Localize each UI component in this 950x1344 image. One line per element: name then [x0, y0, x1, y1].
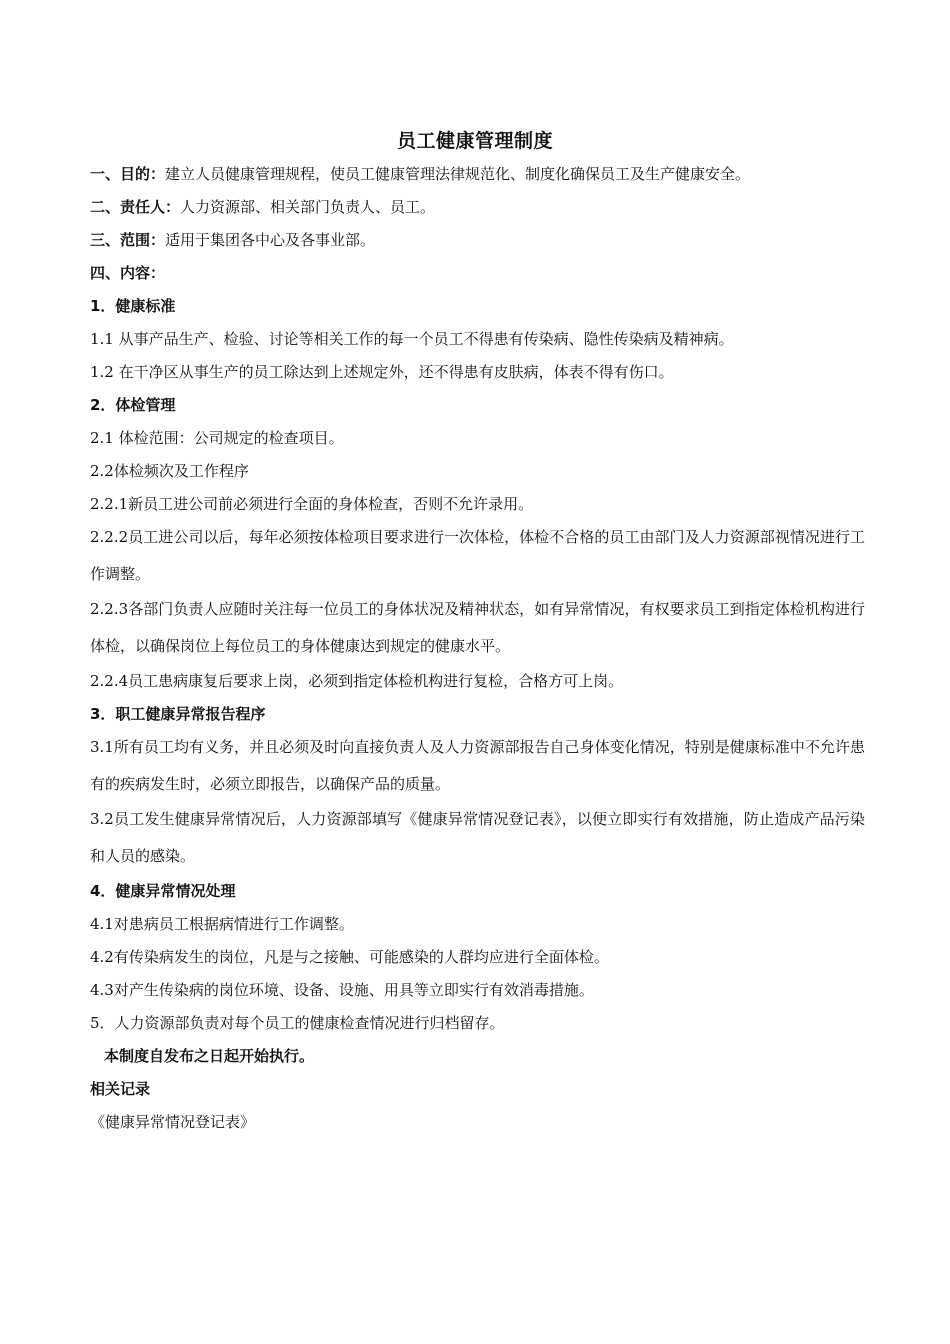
responsible-label: 二、责任人： — [90, 198, 181, 216]
section-2-2: 2.2体检频次及工作程序 — [90, 462, 249, 480]
purpose-text: 建立人员健康管理规程，使员工健康管理法律规范化、制度化确保员工及生产健康安全。 — [165, 165, 751, 183]
section-2-2-2: 2.2.2员工进公司以后，每年必须按体检项目要求进行一次体检，体检不合格的员工由部门及人力资源部视情况进行工作调整。 — [90, 528, 865, 583]
purpose-line — [90, 158, 865, 191]
section-4-1: 4.1对患病员工根据病情进行工作调整。 — [90, 915, 354, 933]
section-2-2-4: 2.2.4员工患病康复后要求上岗，必须到指定体检机构进行复检，合格方可上岗。 — [90, 672, 624, 690]
records-heading: 相关记录 — [90, 1080, 151, 1098]
document-body — [90, 158, 865, 1139]
section-1-1: 1.1 从事产品生产、检验、讨论等相关工作的每一个员工不得患有传染病、隐性传染病及精神病。 — [90, 330, 734, 348]
effective-statement: 本制度自发布之日起开始执行。 — [104, 1047, 315, 1065]
section-2-2-3: 2.2.3各部门负责人应随时关注每一位员工的身体状况及精神状态，如有异常情况，有权要求员工到指定体检机构进行体检，以确保岗位上每位员工的身体健康达到规定的健康水平。 — [90, 600, 865, 655]
document-title: 员工健康管理制度 — [396, 130, 553, 152]
section-3-1: 3.1所有员工均有义务，并且必须及时向直接负责人及人力资源部报告自己身体变化情况，特别是健康标准中不允许患有的疾病发生时，必须立即报告，以确保产品的质量。 — [90, 738, 865, 793]
records-item: 《健康异常情况登记表》 — [90, 1113, 256, 1131]
section-3-heading: 3．职工健康异常报告程序 — [90, 705, 266, 723]
purpose-label: 一、目的： — [90, 165, 166, 183]
section-5: 5．人力资源部负责对每个员工的健康检查情况进行归档留存。 — [90, 1014, 505, 1032]
content-label: 四、内容： — [90, 264, 166, 282]
section-2-1: 2.1 体检范围：公司规定的检查项目。 — [90, 429, 344, 447]
section-3-2: 3.2员工发生健康异常情况后，人力资源部填写《健康异常情况登记表》，以便立即实行有效措施，防止造成产品污染和人员的感染。 — [90, 810, 865, 865]
section-4-heading: 4．健康异常情况处理 — [90, 882, 236, 900]
section-1-2: 1.2 在干净区从事生产的员工除达到上述规定外，还不得患有皮肤病，体表不得有伤口。 — [90, 363, 674, 381]
section-2-heading: 2．体检管理 — [90, 396, 176, 414]
scope-line — [90, 224, 865, 257]
responsible-text: 人力资源部、相关部门负责人、员工。 — [180, 198, 436, 216]
section-1-heading: 1．健康标准 — [90, 297, 176, 315]
section-2-2-1: 2.2.1新员工进公司前必须进行全面的身体检查，否则不允许录用。 — [90, 495, 534, 513]
responsible-line — [90, 191, 865, 224]
scope-label: 三、范围： — [90, 231, 166, 249]
section-4-2: 4.2有传染病发生的岗位，凡是与之接触、可能感染的人群均应进行全面体检。 — [90, 948, 609, 966]
scope-text: 适用于集团各中心及各事业部。 — [165, 231, 376, 249]
section-4-3: 4.3对产生传染病的岗位环境、设备、设施、用具等立即实行有效消毒措施。 — [90, 981, 594, 999]
